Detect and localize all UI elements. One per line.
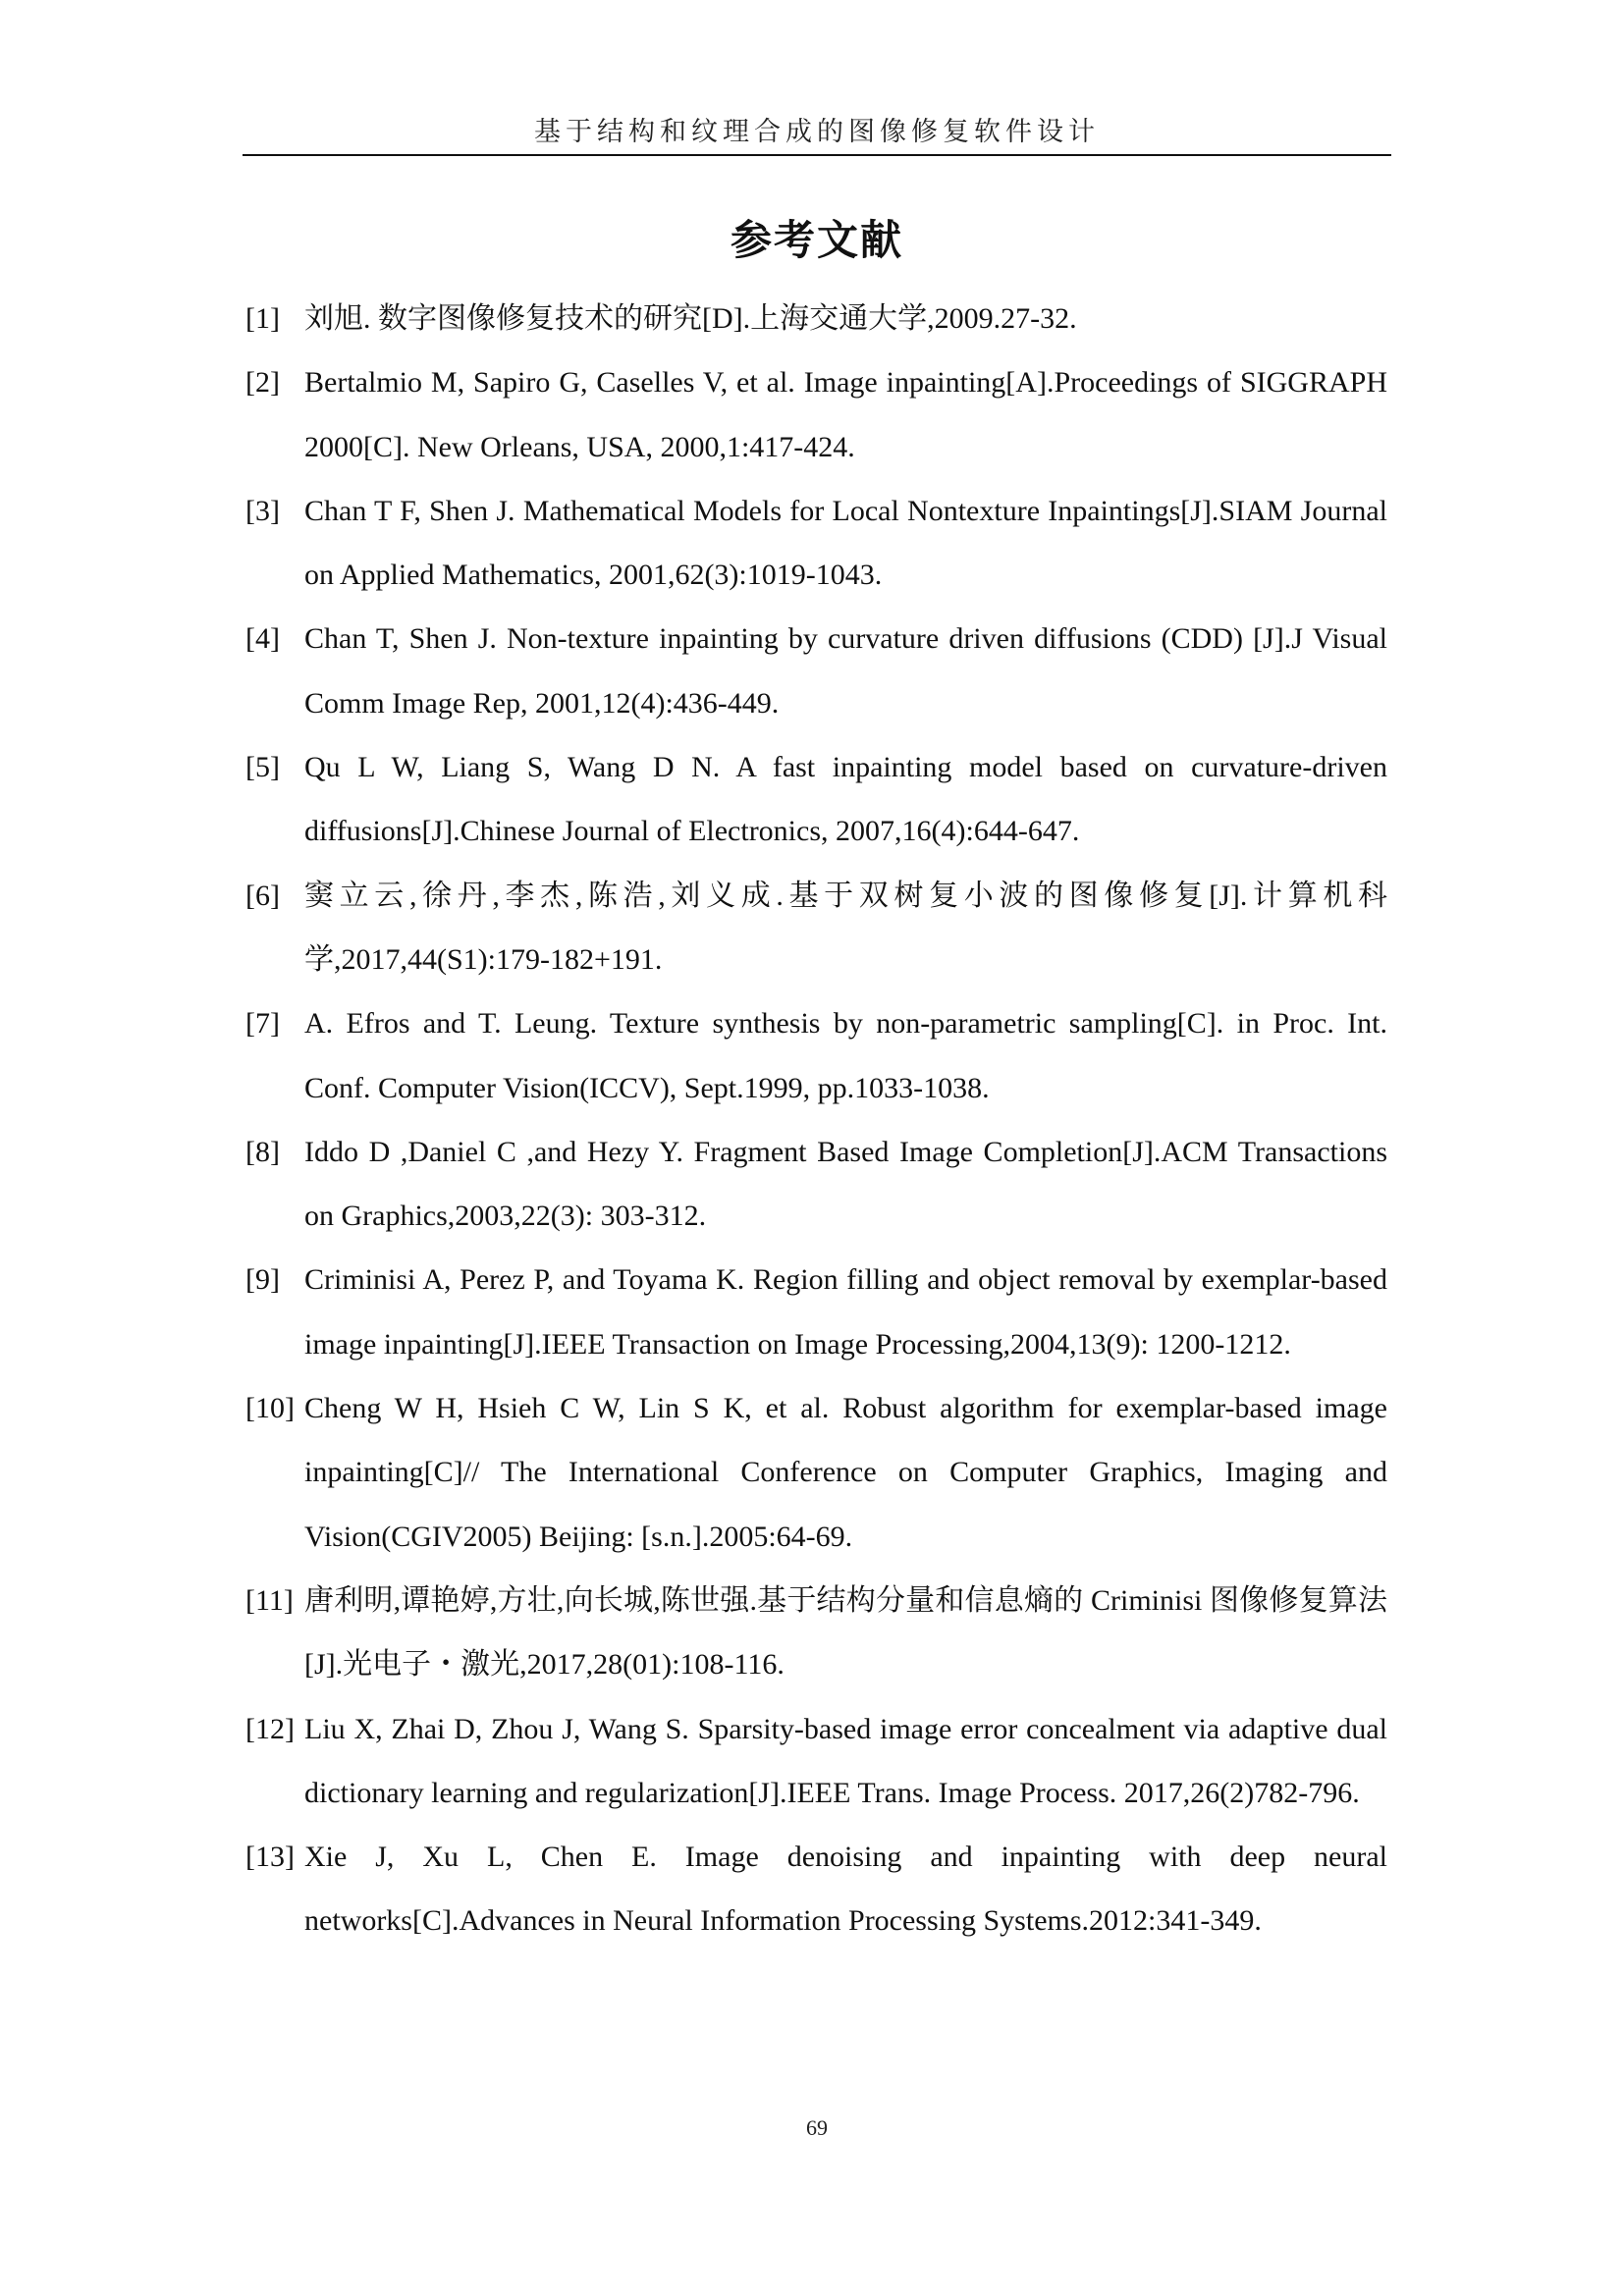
reference-text: Chan T, Shen J. Non-texture inpainting by curvature driven diffusions (CDD) [J].J Visual Comm Image Rep, 2001,12(4):436-449. (304, 622, 1387, 720)
reference-number: [6] (245, 879, 280, 912)
reference-number: [12] (245, 1712, 295, 1745)
reference-item (245, 1825, 1387, 1953)
reference-item (245, 1120, 1387, 1249)
reference-list (245, 287, 1387, 1953)
reference-text: Chan T F, Shen J. Mathematical Models for Local Nontexture Inpaintings[J].SIAM Journal on Applied Mathematics, 2001,62(3):1019-1043. (304, 494, 1387, 592)
reference-text: 窦立云,徐丹,李杰,陈浩,刘义成.基于双树复小波的图像修复[J].计算机科学,2017,44(S1):179-182+191. (304, 879, 1387, 976)
reference-item (245, 1248, 1387, 1376)
reference-number: [3] (245, 494, 280, 527)
reference-item (245, 350, 1387, 479)
reference-text: Criminisi A, Perez P, and Toyama K. Region filling and object removal by exemplar-based image inpainting[J].IEEE Transaction on Image Processing,2004,13(9): 1200-1212. (304, 1263, 1387, 1361)
reference-text: Liu X, Zhai D, Zhou J, Wang S. Sparsity-based image error concealment via adaptive dual dictionary learning and regularization[J].IEEE Trans. Image Process. 2017,26(2)782-796. (304, 1712, 1387, 1809)
reference-number: [2] (245, 366, 280, 400)
reference-text: Cheng W H, Hsieh C W, Lin S K, et al. Robust algorithm for exemplar-based image inpainting[C]// The International Conference on Computer Graphics, Imaging and Vision(CGIV2005) Beijing: [s.n.].2005:64-69. (304, 1392, 1387, 1553)
reference-text: 唐利明,谭艳婷,方壮,向长城,陈世强.基于结构分量和信息熵的 Criminisi 图像修复算法[J].光电子・激光,2017,28(01):108-116. (304, 1583, 1387, 1682)
page-number: 69 (806, 2115, 828, 2140)
reference-item (245, 479, 1387, 608)
reference-text: Bertalmio M, Sapiro G, Caselles V, et al. Image inpainting[A].Proceedings of SIGGRAPH 2000[C]. New Orleans, USA, 2000,1:417-424. (304, 366, 1387, 463)
reference-number: [11] (245, 1583, 294, 1617)
reference-item (245, 287, 1387, 350)
reference-text: 刘旭. 数字图像修复技术的研究[D].上海交通大学,2009.27-32. (304, 302, 1077, 335)
reference-item (245, 607, 1387, 735)
reference-number: [7] (245, 1007, 280, 1041)
reference-number: [1] (245, 302, 280, 335)
reference-number: [13] (245, 1841, 295, 1874)
reference-item (245, 864, 1387, 992)
running-header: 基于结构和纹理合成的图像修复软件设计 (534, 117, 1100, 147)
section-title: 参考文献 (730, 216, 903, 264)
reference-text: Xie J, Xu L, Chen E. Image denoising and inpainting with deep neural networks[C].Advances in Neural Information Processing Systems.2012:341-349. (304, 1841, 1387, 1938)
reference-text: Iddo D ,Daniel C ,and Hezy Y. Fragment Based Image Completion[J].ACM Transactions on Graphics,2003,22(3): 303-312. (304, 1135, 1387, 1233)
reference-number: [9] (245, 1263, 280, 1297)
reference-text: A. Efros and T. Leung. Texture synthesis by non-parametric sampling[C]. in Proc. Int. Conf. Computer Vision(ICCV), Sept.1999, pp.1033-1038. (304, 1007, 1387, 1104)
reference-item (245, 735, 1387, 864)
reference-item (245, 991, 1387, 1120)
reference-number: [4] (245, 622, 280, 656)
header-rule (243, 154, 1391, 156)
reference-number: [8] (245, 1135, 280, 1168)
reference-item (245, 1569, 1387, 1697)
reference-item (245, 1697, 1387, 1826)
reference-text: Qu L W, Liang S, Wang D N. A fast inpainting model based on curvature-driven diffusions[J].Chinese Journal of Electronics, 2007,16(4):644-647. (304, 751, 1387, 848)
reference-number: [10] (245, 1392, 295, 1425)
reference-number: [5] (245, 751, 280, 784)
reference-item (245, 1376, 1387, 1569)
